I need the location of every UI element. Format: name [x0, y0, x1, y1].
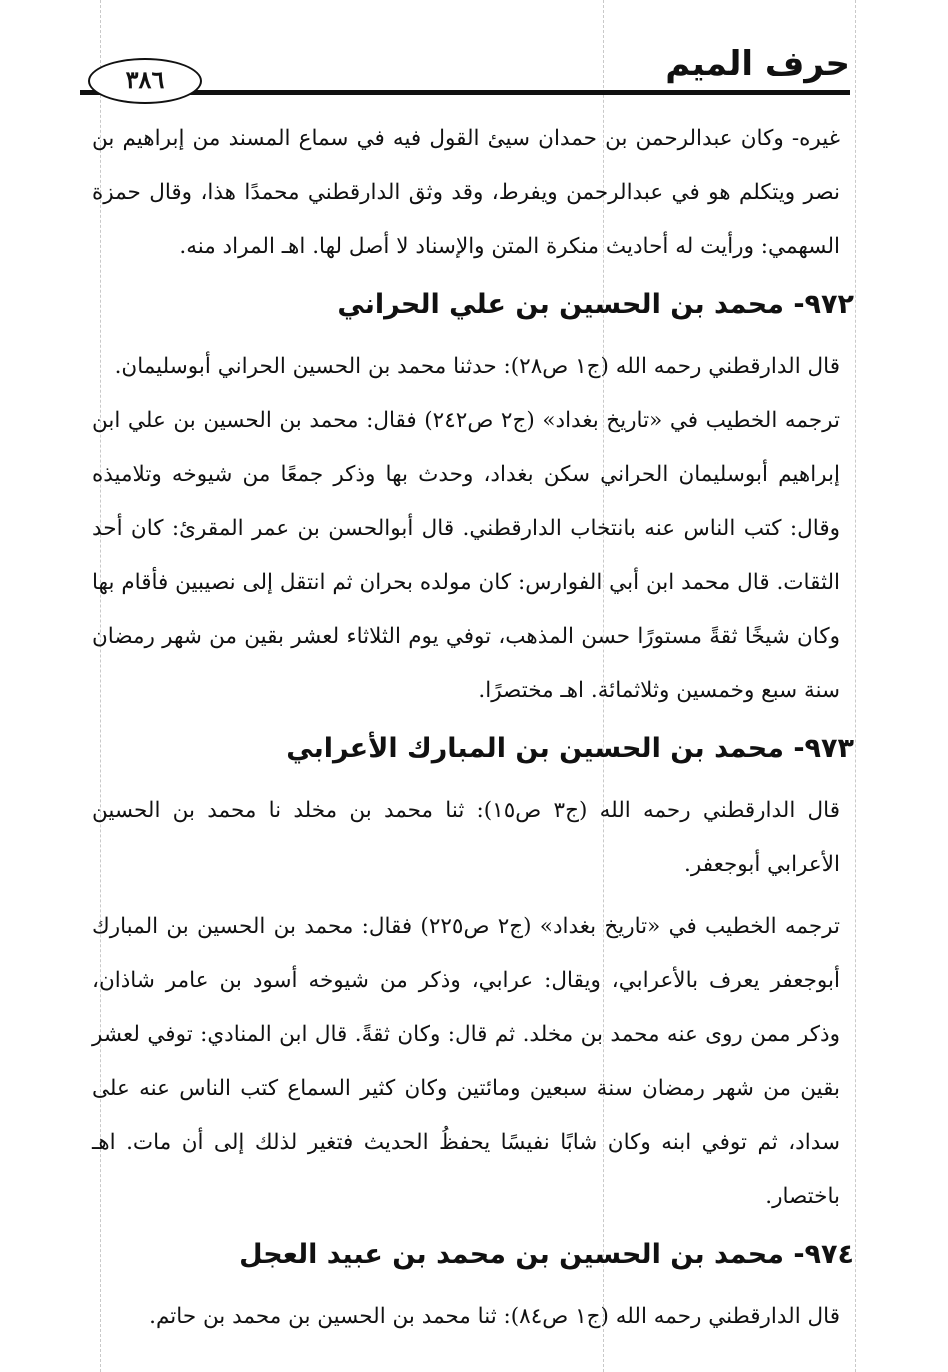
margin-guide-right [855, 0, 856, 1372]
page-body [92, 112, 854, 1344]
paragraph-khatib-973: ترجمه الخطيب في «تاريخ بغداد» (ج٢ ص٢٢٥) فقال: محمد بن الحسين بن المبارك أبوجعفر يعرف بالأعرابي، ويقال: عرابي، وذكر من شيوخه أسود بن عامر شاذان، وذكر ممن روى عنه محمد بن مخلد. ثم قال: وكان ثقةً. قال ابن المنادي: توفي لعشر بقين من شهر رمضان سنة سبعين ومائتين وكان كثير السماع كتب الناس عنه على سداد، ثم توفي ابنه وكان شابًا نفيسًا يحفظُ الحديث فتغير لذلك إلى أن مات. اهـ باختصار. [92, 914, 841, 1209]
paragraph-daraqutni-973: قال الدارقطني رحمه الله (ج٣ ص١٥): ثنا محمد بن مخلد نا محمد بن الحسين الأعرابي أبوجعفر. [92, 798, 840, 877]
paragraph-khatib-972: ترجمه الخطيب في «تاريخ بغداد» (ج٢ ص٢٤٢) فقال: محمد بن الحسين بن علي ابن إبراهيم أبوسليمان الحراني سكن بغداد، وحدث بها وذكر جمعًا من شيوخه وتلاميذه وقال: كتب الناس عنه بانتخاب الدارقطني. قال أبوالحسن بن عمر المقرئ: كان أحد الثقات. قال محمد ابن أبي الفوارس: كان مولده بحران ثم انتقل إلى نصيبين فأقام بها وكان شيخًا ثقةً مستورًا حسن المذهب، توفي يوم الثلاثاء لعشر بقين من شهر رمضان سنة سبع وخمسين وثلاثمائة. اهـ مختصرًا. [92, 408, 840, 703]
page-number: ٣٨٦ [88, 58, 202, 104]
entry-heading-973: ٩٧٣- محمد بن الحسين بن المبارك الأعرابي [286, 733, 854, 764]
paragraph-daraqutni-974: قال الدارقطني رحمه الله (ج١ ص٨٤): ثنا محمد بن الحسين بن محمد بن حاتم. [149, 1304, 840, 1329]
paragraph-daraqutni-972: قال الدارقطني رحمه الله (ج١ ص٢٨): حدثنا محمد بن الحسين الحراني أبوسليمان. [114, 354, 840, 379]
page-header [80, 40, 850, 100]
paragraph-continued: غيره- وكان عبدالرحمن بن حمدان سيئ القول فيه في سماع المسند من إبراهيم بن نصر ويتكلم هو في عبدالرحمن ويفرط، وقد وثق الدارقطني محمدًا هذا، وقال حمزة السهمي: ورأيت له أحاديث منكرة المتن والإسناد لا أصل لها. اهـ المراد منه. [92, 126, 840, 259]
entry-heading-972: ٩٧٢- محمد بن الحسين بن علي الحراني [337, 289, 854, 320]
chapter-title: حرف الميم [665, 44, 850, 84]
entry-heading-974: ٩٧٤- محمد بن الحسين بن محمد بن عبيد العجل [239, 1239, 854, 1270]
